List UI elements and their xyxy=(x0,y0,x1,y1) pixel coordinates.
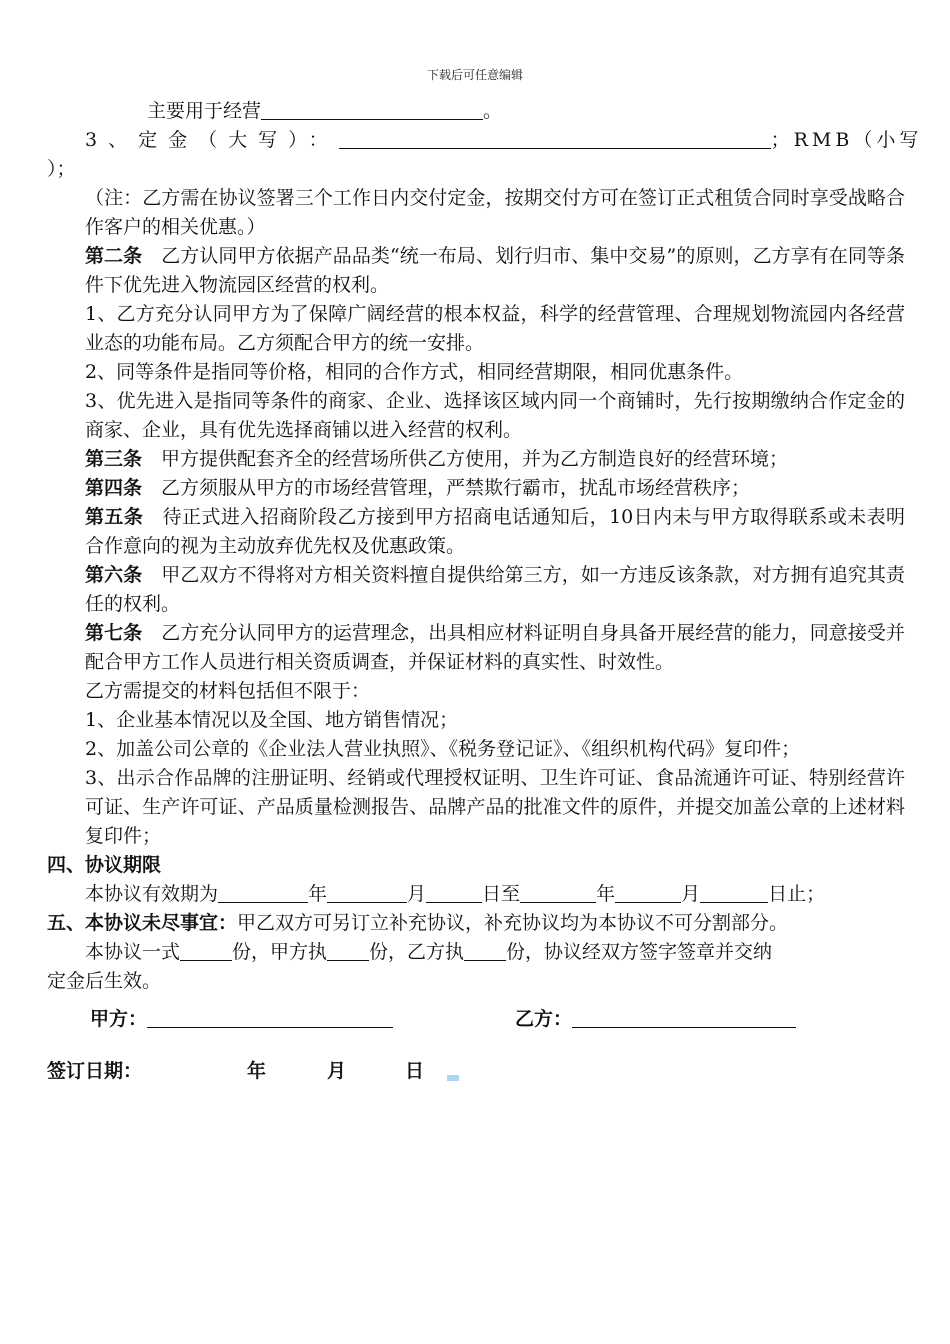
article-7-text: 乙方充分认同甲方的运营理念，出具相应材料证明自身具备开展经营的能力，同意接受并配合甲方工作人员进行相关资质调查，并保证材料的真实性、时效性。 xyxy=(85,622,905,673)
article-7-title: 第七条 xyxy=(85,622,143,644)
term-end-year-blank[interactable] xyxy=(520,882,596,903)
copies-line xyxy=(47,938,905,967)
sign-date-year: 年 xyxy=(247,1060,267,1082)
sign-date-row xyxy=(47,1055,905,1095)
section-5-text: 甲乙双方可另订立补充协议，补充协议均为本协议不可分割部分。 xyxy=(237,912,789,934)
article-5-text: 待正式进入招商阶段乙方接到甲方招商电话通知后，10日内未与甲方取得联系或未表明合作意向的视为主动放弃优先权及优惠政策。 xyxy=(85,506,905,557)
article-5 xyxy=(47,503,905,561)
term-start-month-blank[interactable] xyxy=(327,882,407,903)
copies-party-a-label: 份，甲方执 xyxy=(232,941,328,963)
article-2-title: 第二条 xyxy=(85,245,143,267)
term-end-month-blank[interactable] xyxy=(615,882,681,903)
article-2 xyxy=(47,242,905,300)
business-use-line xyxy=(47,97,905,126)
article-3 xyxy=(47,445,905,474)
term-start-year-blank[interactable] xyxy=(218,882,308,903)
copies-party-a-blank[interactable] xyxy=(327,940,369,961)
copies-party-b-blank[interactable] xyxy=(464,940,506,961)
business-use-end: 。 xyxy=(483,100,503,122)
contract-body xyxy=(47,97,923,1095)
article-5-title: 第五条 xyxy=(85,506,144,528)
party-b-blank[interactable] xyxy=(572,1007,796,1028)
term-day-2: 日止； xyxy=(768,883,826,905)
business-use-label: 主要用于经营 xyxy=(147,100,262,122)
term-year-1: 年 xyxy=(308,883,328,905)
article-2-item-1: 1、乙方充分认同甲方为了保障广阔经营的根本权益，科学的经营管理、合理规划物流园内各经营业态的功能布局。乙方须配合甲方的统一安排。 xyxy=(85,303,905,354)
party-a-signature xyxy=(90,1005,393,1034)
copies-line-end: 定金后生效。 xyxy=(47,970,162,992)
materials-item-2: 2、加盖公司公章的《企业法人营业执照》、《税务登记证》、《组织机构代码》复印件； xyxy=(85,738,801,760)
sign-date-month: 月 xyxy=(327,1060,347,1082)
party-b-label: 乙方： xyxy=(515,1008,573,1030)
section-5 xyxy=(47,909,905,938)
article-4 xyxy=(47,474,905,503)
article-4-title: 第四条 xyxy=(85,477,143,499)
signature-row xyxy=(47,999,905,1039)
deposit-line xyxy=(47,126,923,155)
party-b-signature xyxy=(515,1005,796,1034)
section-4-title: 四、协议期限 xyxy=(47,854,162,876)
materials-intro: 乙方需提交的材料包括但不限于： xyxy=(85,680,371,702)
page-header: 下载后可任意编辑 xyxy=(426,68,523,82)
deposit-label: 3、定金（大写）： xyxy=(85,129,339,151)
copies-total-blank[interactable] xyxy=(180,940,232,961)
note-paragraph: （注：乙方需在协议签署三个工作日内交付定金，按期交付方可在签订正式租赁合同时享受战略合作客户的相关优惠。） xyxy=(85,187,905,238)
party-a-blank[interactable] xyxy=(147,1007,393,1028)
copies-label: 本协议一式 xyxy=(85,941,181,963)
term-label: 本协议有效期为 xyxy=(85,883,219,905)
sign-date-label: 签订日期： xyxy=(47,1060,143,1082)
business-use-blank[interactable] xyxy=(261,99,483,120)
term-month-1: 月 xyxy=(407,883,427,905)
term-end-day-blank[interactable] xyxy=(700,882,768,903)
article-2-item-2: 2、同等条件是指同等价格，相同的合作方式，相同经营期限，相同优惠条件。 xyxy=(85,361,744,383)
copies-effect-text: 份，协议经双方签字签章并交纳 xyxy=(506,941,773,963)
deposit-rmb-label: ；RMB（小写 xyxy=(770,129,923,151)
materials-item-3: 3、出示合作品牌的注册证明、经销或代理授权证明、卫生许可证、食品流通许可证、特别经营许可证、生产许可证、产品质量检测报告、品牌产品的批准文件的原件，并提交加盖公章的上述材料复印件； xyxy=(85,767,905,847)
party-a-label: 甲方： xyxy=(90,1008,148,1030)
article-3-text: 甲方提供配套齐全的经营场所供乙方使用，并为乙方制造良好的经营环境； xyxy=(142,448,789,470)
article-7 xyxy=(47,619,905,677)
section-5-title: 五、本协议未尽事宜： xyxy=(47,912,238,934)
term-day-1: 日至 xyxy=(482,883,521,905)
term-month-2: 月 xyxy=(681,883,701,905)
article-2-text: 乙方认同甲方依据产品品类“统一布局、划行归市、集中交易”的原则，乙方享有在同等条件下优先进入物流园区经营的权利。 xyxy=(85,245,905,296)
article-4-text: 乙方须服从甲方的市场经营管理，严禁欺行霸市，扰乱市场经营秩序； xyxy=(142,477,751,499)
article-6-title: 第六条 xyxy=(85,564,143,586)
article-3-title: 第三条 xyxy=(85,448,143,470)
article-2-item-3: 3、优先进入是指同等条件的商家、企业、选择该区域内同一个商铺时，先行按期缴纳合作定金的商家、企业，具有优先选择商铺以进入经营的权利。 xyxy=(85,390,905,441)
copies-party-b-label: 份，乙方执 xyxy=(369,941,465,963)
materials-item-1: 1、企业基本情况以及全国、地方销售情况； xyxy=(85,709,459,731)
term-line xyxy=(47,880,905,909)
article-6-text: 甲乙双方不得将对方相关资料擅自提供给第三方，如一方违反该条款，对方拥有追究其责任的权利。 xyxy=(85,564,905,615)
term-start-day-blank[interactable] xyxy=(426,882,482,903)
article-6 xyxy=(47,561,905,619)
deposit-line-end: ）； xyxy=(47,158,76,180)
deposit-amount-blank[interactable] xyxy=(339,128,771,149)
term-year-2: 年 xyxy=(596,883,616,905)
cursor-marker xyxy=(447,1075,459,1081)
sign-date-day: 日 xyxy=(405,1060,425,1082)
